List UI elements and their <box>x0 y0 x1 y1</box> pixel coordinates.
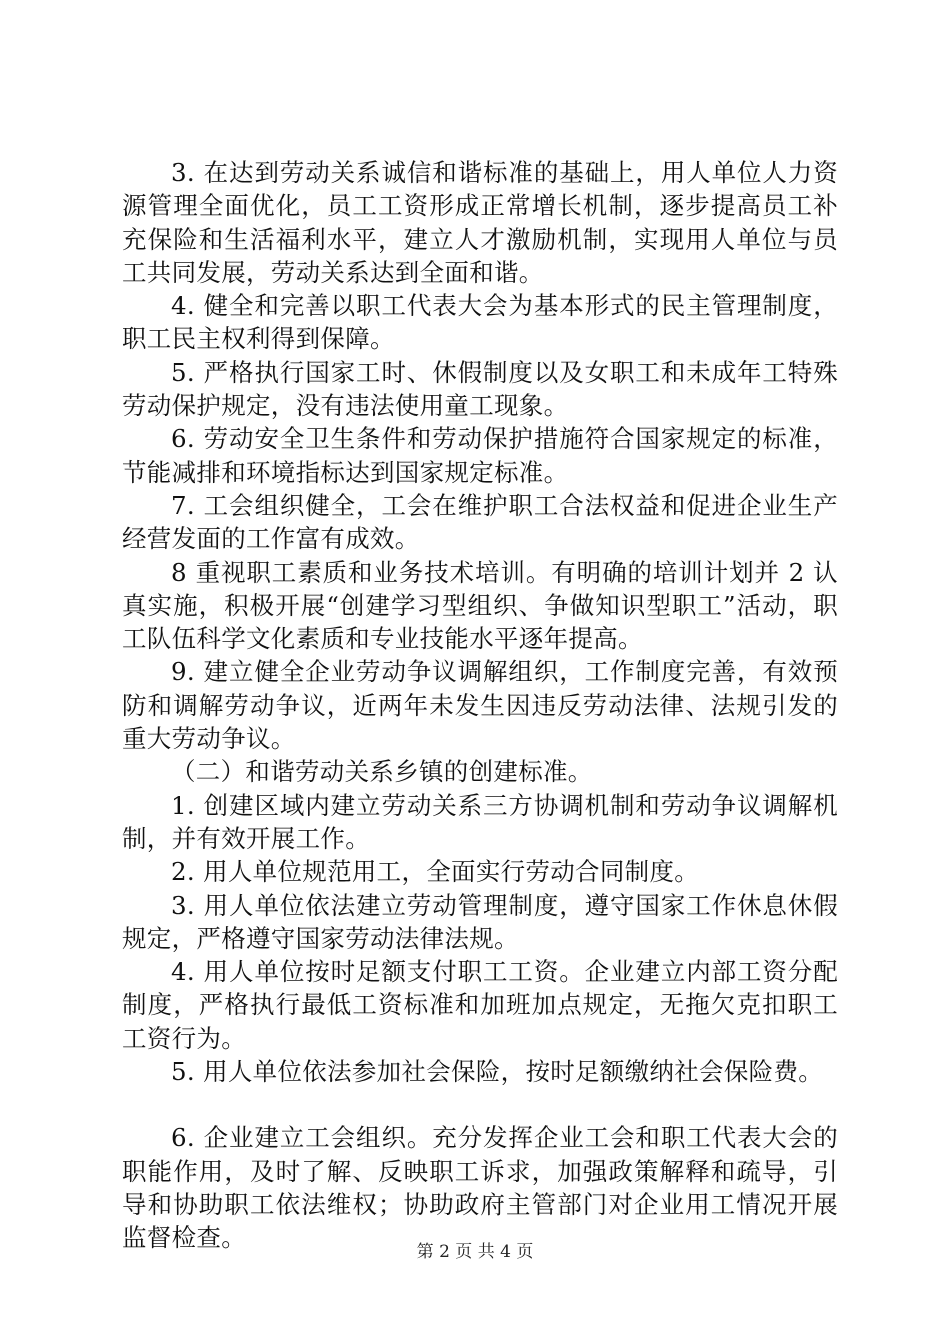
paragraph-13: 6. 企业建立工会组织。充分发挥企业工会和职工代表大会的职能作用，及时了解、反映职工诉求，加强政策解释和疏导，引导和协助职工依法维权；协助政府主管部门对企业用工情况开展监督检查。 <box>122 1123 838 1253</box>
page-number-footer: 第 2 页 共 4 页 <box>416 1242 534 1262</box>
paragraph-4: 6. 劳动安全卫生条件和劳动保护措施符合国家规定的标准，节能减排和环境指标达到国家规定标准。 <box>122 424 838 487</box>
paragraph-5: 7. 工会组织健全，工会在维护职工合法权益和促进企业生产经营发面的工作富有成效。 <box>122 490 838 554</box>
paragraph-12: 5. 用人单位依法参加社会保险，按时足额缴纳社会保险费。 <box>171 1057 824 1087</box>
paragraph-2: 4. 健全和完善以职工代表大会为基本形式的民主管理制度，职工民主权利得到保障。 <box>122 291 838 354</box>
paragraph-11: 4. 用人单位按时足额支付职工工资。企业建立内部工资分配制度，严格执行最低工资标准和加班加点规定，无拖欠克扣职工工资行为。 <box>122 957 838 1053</box>
paragraph-10: 3. 用人单位依法建立劳动管理制度，遵守国家工作休息休假规定，严格遵守国家劳动法律法规。 <box>122 890 838 953</box>
document-body <box>122 156 838 1255</box>
paragraph-7: 9. 建立健全企业劳动争议调解组织，工作制度完善，有效预防和调解劳动争议，近两年未发生因违反劳动法律、法规引发的重大劳动争议。 <box>122 657 838 754</box>
paragraph-8: 1. 创建区域内建立劳动关系三方协调机制和劳动争议调解机制，并有效开展工作。 <box>122 790 838 853</box>
paragraph-6: 8 重视职工素质和业务技术培训。有明确的培训计划并 2 认真实施，积极开展“创建学习型组织、争做知识型职工”活动，职工队伍科学文化素质和专业技能水平逐年提高。 <box>122 557 838 654</box>
paragraph-3: 5. 严格执行国家工时、休假制度以及女职工和未成年工特殊劳动保护规定，没有违法使用童工现象。 <box>122 357 838 421</box>
section-heading: （二）和谐劳动关系乡镇的创建标准。 <box>171 757 593 787</box>
paragraph-9: 2. 用人单位规范用工，全面实行劳动合同制度。 <box>171 857 700 887</box>
paragraph-1: 3. 在达到劳动关系诚信和谐标准的基础上，用人单位人力资源管理全面优化，员工工资形成正常增长机制，逐步提高员工补充保险和生活福利水平，建立人才激励机制，实现用人单位与员工共同发展，劳动关系达到全面和谐。 <box>122 158 838 287</box>
